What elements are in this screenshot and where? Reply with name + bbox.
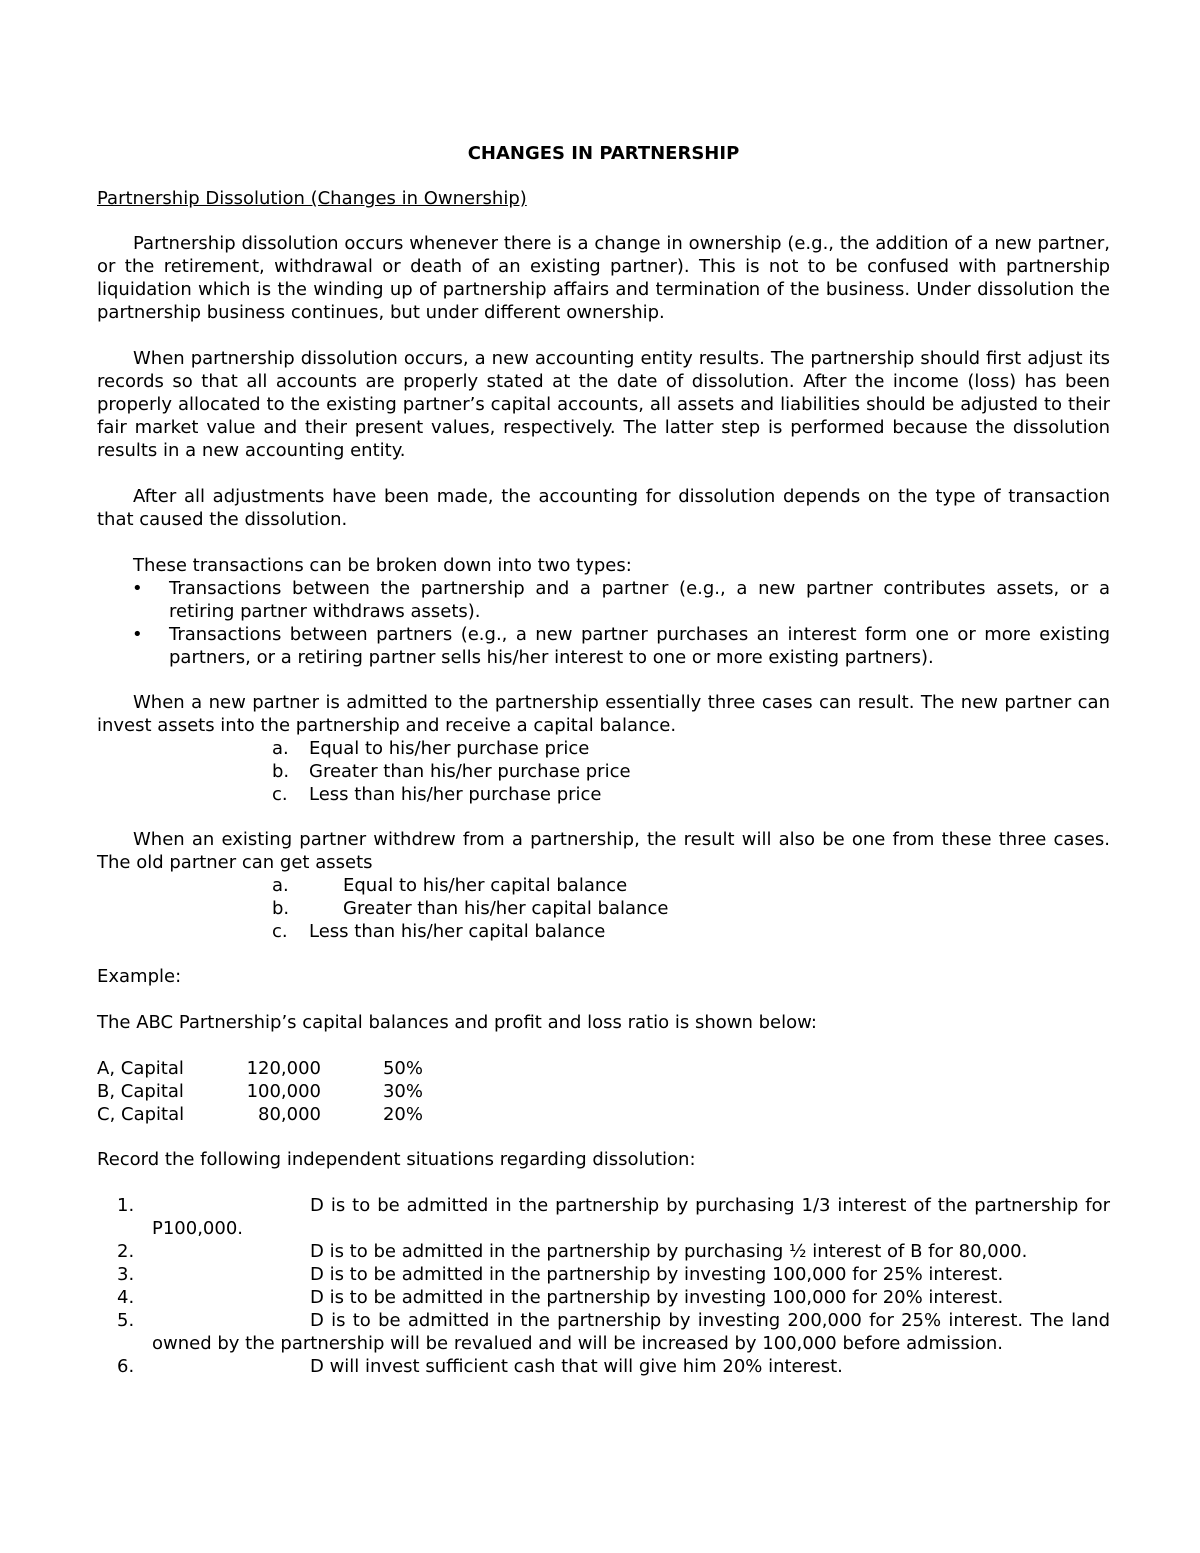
transaction-type-list xyxy=(97,577,1110,669)
list-item: 2. D is to be admitted in the partnership by purchasing ½ interest of B for 80,000. xyxy=(117,1241,1028,1262)
list-item: • Transactions between the partnership and a partner (e.g., a new partner contributes assets, or a retiring partner withdraws assets). xyxy=(132,578,1110,622)
list-item: 4. D is to be admitted in the partnership by investing 100,000 for 20% interest. xyxy=(117,1287,1004,1308)
situations-list xyxy=(97,1194,1110,1378)
bullet-icon: • xyxy=(132,624,143,645)
list-item: a. Equal to his/her purchase price xyxy=(272,738,590,759)
paragraph-transaction-types: These transactions can be broken down into two types: xyxy=(133,555,632,576)
example-intro: The ABC Partnership’s capital balances and profit and loss ratio is shown below: xyxy=(97,1012,817,1033)
list-item: 3. D is to be admitted in the partnership by investing 100,000 for 25% interest. xyxy=(117,1264,1004,1285)
admission-cases-list xyxy=(97,737,1110,806)
section-heading: Partnership Dissolution (Changes in Ownership) xyxy=(97,188,527,209)
paragraph-definition: Partnership dissolution occurs whenever there is a change in ownership (e.g., the addition of a new partner, or the retirement, withdrawal or death of an existing partner). This is not to be confused with partnership liquidation which is the winding up of partnership affairs and termination of the business. Under dissolution the partnership business continues, but under different ownership. xyxy=(97,233,1110,323)
example-label: Example: xyxy=(97,966,182,987)
page-title: CHANGES IN PARTNERSHIP xyxy=(467,143,740,164)
paragraph-adjustments: After all adjustments have been made, the accounting for dissolution depends on the type of transaction that caused the dissolution. xyxy=(97,486,1110,530)
list-item: 1. D is to be admitted in the partnership by purchasing 1/3 interest of the partnership for P100,000. xyxy=(117,1195,1110,1239)
list-item: b. Greater than his/her capital balance xyxy=(272,898,669,919)
withdrawal-cases-list xyxy=(97,874,1110,943)
list-item: 5. D is to be admitted in the partnership by investing 200,000 for 25% interest. The land owned by the partnership will be revalued and will be increased by 100,000 before admission. xyxy=(117,1310,1110,1354)
table-row: A, Capital 120,000 50% xyxy=(97,1058,423,1079)
table-row: B, Capital 100,000 30% xyxy=(97,1081,423,1102)
bullet-icon: • xyxy=(132,578,143,599)
list-item: b. Greater than his/her purchase price xyxy=(272,761,631,782)
list-item: 6. D will invest sufficient cash that will give him 20% interest. xyxy=(117,1356,843,1377)
list-item: • Transactions between partners (e.g., a new partner purchases an interest form one or more existing partners, or a retiring partner sells his/her interest to one or more existing partners). xyxy=(132,624,1110,668)
list-item: a. Equal to his/her capital balance xyxy=(272,875,628,896)
paragraph-withdrawal: When an existing partner withdrew from a partnership, the result will also be one from these three cases. The old partner can get assets xyxy=(97,829,1110,873)
situations-intro: Record the following independent situations regarding dissolution: xyxy=(97,1149,696,1170)
paragraph-new-entity: When partnership dissolution occurs, a new accounting entity results. The partnership should first adjust its records so that all accounts are properly stated at the date of dissolution. After the income (loss) has been properly allocated to the existing partner’s capital accounts, all assets and liabilities should be adjusted to their fair market value and their present values, respectively. The latter step is performed because the dissolution results in a new accounting entity. xyxy=(97,348,1110,461)
capital-balances-table xyxy=(97,1057,423,1126)
document-body xyxy=(97,142,1110,1378)
list-item: c. Less than his/her purchase price xyxy=(272,784,602,805)
table-row: C, Capital 80,000 20% xyxy=(97,1104,423,1125)
list-item: c. Less than his/her capital balance xyxy=(272,921,606,942)
paragraph-admission: When a new partner is admitted to the partnership essentially three cases can result. The new partner can invest assets into the partnership and receive a capital balance. xyxy=(97,692,1110,736)
